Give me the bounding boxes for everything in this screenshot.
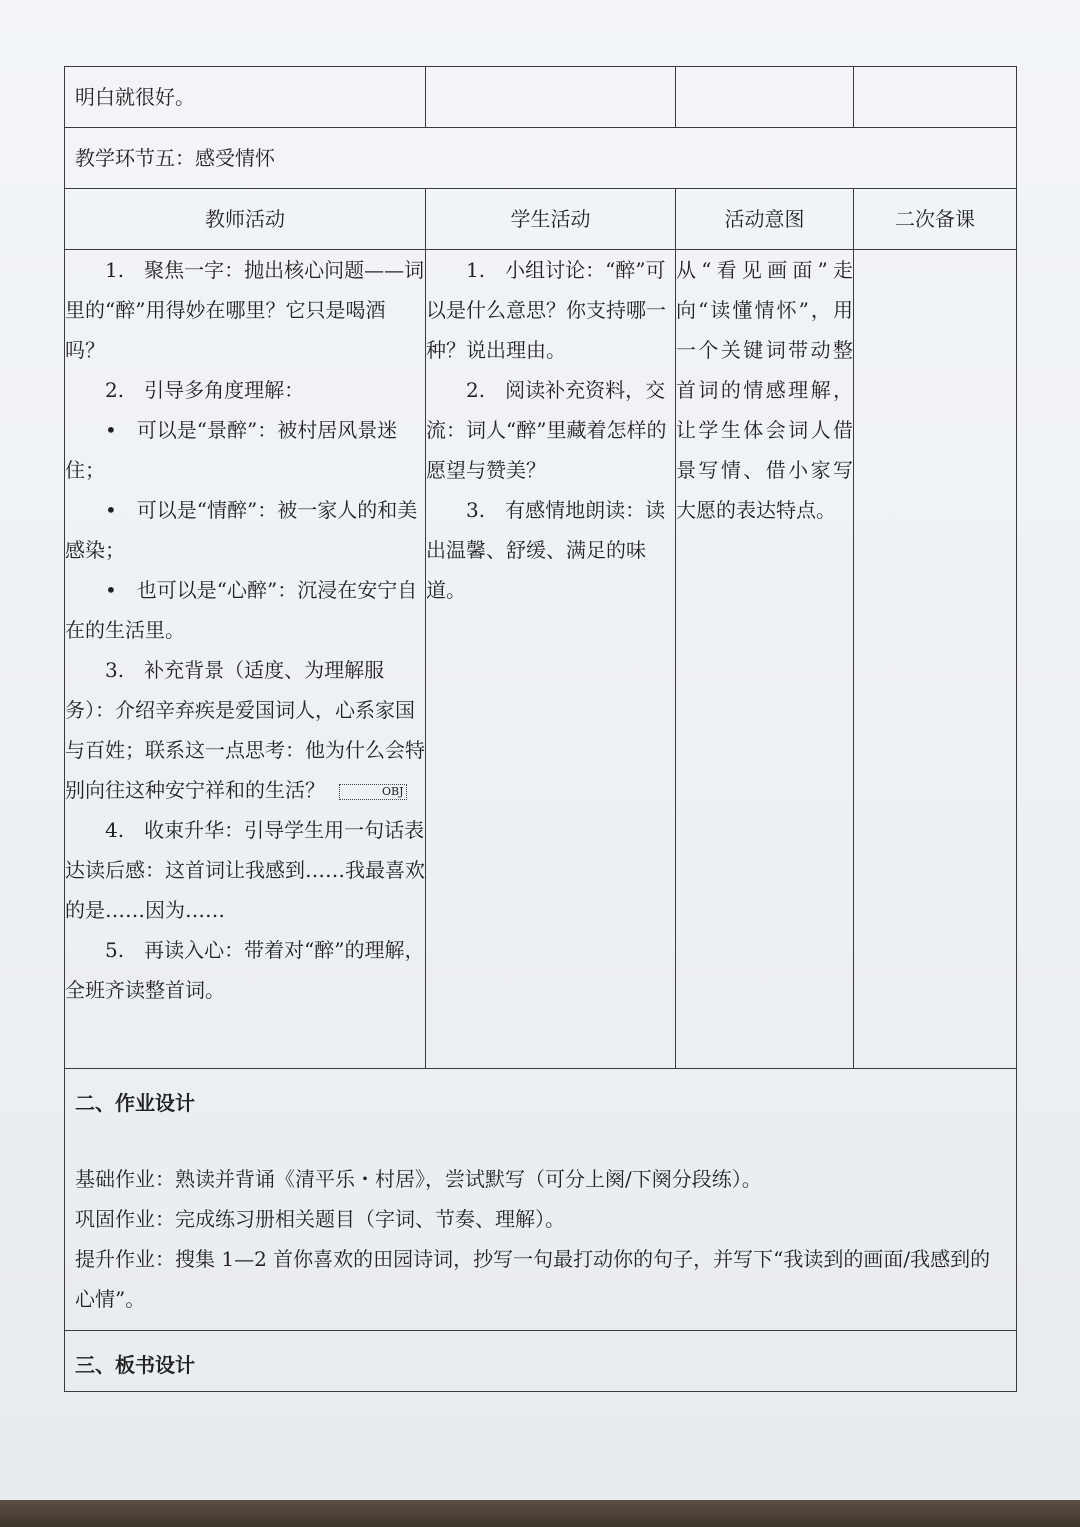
header-intent: 活动意图 <box>676 189 854 250</box>
student-item: 1. 小组讨论：“醉”可以是什么意思？你支持哪一种？说出理由。 <box>426 258 666 362</box>
homework-item: 提升作业：搜集 1—2 首你喜欢的田园诗词，抄写一句最打动你的句子，并写下“我读到的画面/我感到的心情”。 <box>75 1247 991 1311</box>
homework-cell <box>65 1069 1017 1331</box>
board-cell <box>65 1331 1017 1392</box>
header-student: 学生活动 <box>426 189 676 250</box>
table-row <box>65 128 1017 189</box>
table-row <box>65 67 1017 128</box>
teacher-bullet: • 可以是“景醉”：被村居风景迷住； <box>65 418 398 482</box>
student-item: 2. 阅读补充资料，交流：词人“醉”里藏着怎样的愿望与赞美？ <box>426 378 667 482</box>
section5-title-cell <box>65 128 1017 189</box>
embedded-object-icon: OBJ <box>339 784 407 800</box>
teacher-item <box>65 650 425 810</box>
homework-item: 基础作业：熟读并背诵《清平乐・村居》，尝试默写（可分上阕/下阕分段练）。 <box>75 1167 762 1191</box>
student-item: 3. 有感情地朗读：读出温馨、舒缓、满足的味道。 <box>426 498 666 602</box>
table-row <box>65 1331 1017 1392</box>
homework-title: 二、作业设计 <box>75 1091 195 1115</box>
board-title: 三、板书设计 <box>75 1353 195 1377</box>
table-row <box>65 1069 1017 1331</box>
teacher-activity-cell <box>65 250 426 1069</box>
intent-cell <box>676 250 854 1069</box>
prev-intent-cell <box>676 67 854 128</box>
teacher-item-text: 3. 补充背景（适度、为理解服务）：介绍辛弃疾是爱国词人，心系家国与百姓；联系这一点思考：他为什么会特别向往这种安宁祥和的生活？ <box>65 658 425 802</box>
lesson-plan-table <box>64 66 1017 1392</box>
intent-text: 从“看见画面”走向“读懂情怀”，用一个关键词带动整首词的情感理解，让学生体会词人借景写情、借小家写大愿的表达特点。 <box>676 258 853 522</box>
teacher-item: 5. 再读入心：带着对“醉”的理解，全班齐读整首词。 <box>65 938 425 1002</box>
section5-title: 教学环节五：感受情怀 <box>75 146 275 170</box>
prev-teacher-cell <box>65 67 426 128</box>
student-activity-cell <box>426 250 676 1069</box>
header-teacher: 教师活动 <box>65 189 426 250</box>
teacher-item: 1. 聚焦一字：抛出核心问题——词里的“醉”用得妙在哪里？它只是喝酒吗？ <box>65 258 425 362</box>
prev-student-cell <box>426 67 676 128</box>
homework-item: 巩固作业：完成练习册相关题目（字词、节奏、理解）。 <box>75 1207 565 1231</box>
teacher-item: 2. 引导多角度理解： <box>105 378 305 402</box>
prev-teacher-text: 明白就很好。 <box>75 85 195 109</box>
background-floor <box>0 1500 1080 1527</box>
teacher-item: 4. 收束升华：引导学生用一句话表达读后感：这首词让我感到……我最喜欢的是……因为…… <box>65 818 425 922</box>
table-row <box>65 250 1017 1069</box>
teacher-bullet: • 可以是“情醉”：被一家人的和美感染； <box>65 498 418 562</box>
header-prep: 二次备课 <box>854 189 1017 250</box>
prep-cell <box>854 250 1017 1069</box>
table-header-row <box>65 189 1017 250</box>
teacher-bullet: • 也可以是“心醉”：沉浸在安宁自在的生活里。 <box>65 578 418 642</box>
prev-prep-cell <box>854 67 1017 128</box>
